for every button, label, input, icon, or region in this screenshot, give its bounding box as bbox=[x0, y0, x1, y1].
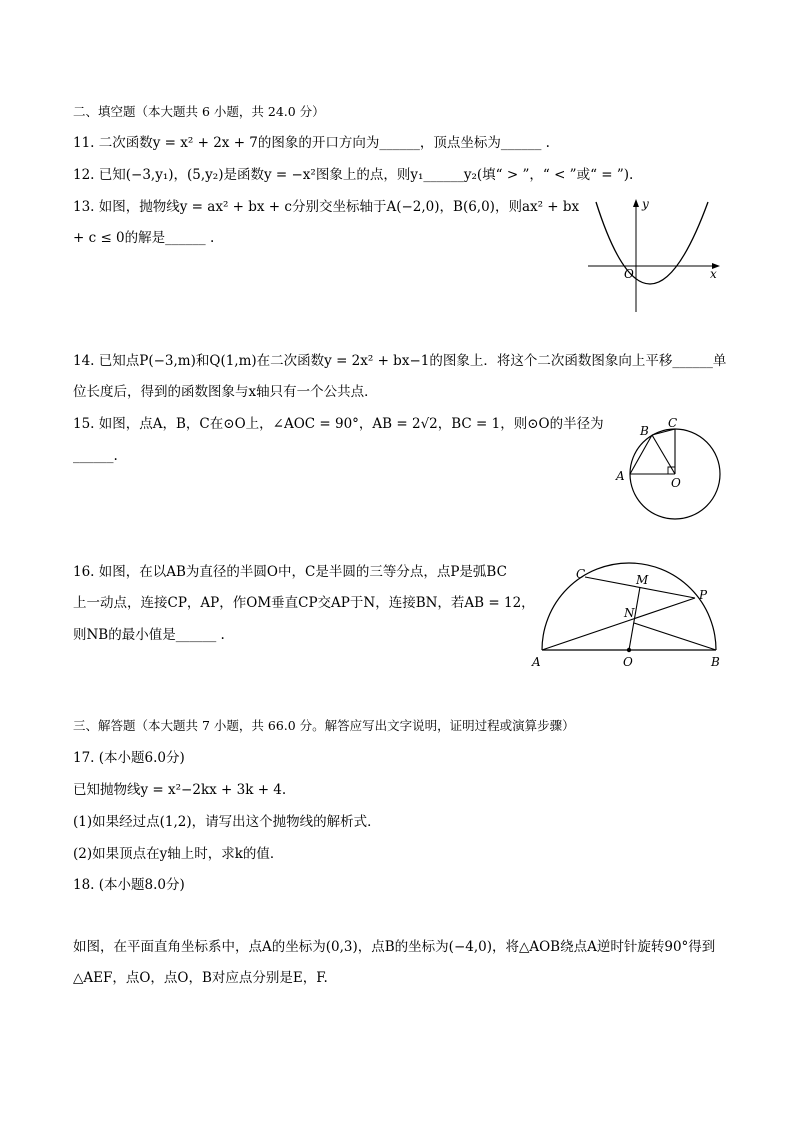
label-c: C bbox=[576, 567, 586, 581]
label-x: x bbox=[710, 267, 717, 281]
label-o: O bbox=[623, 655, 633, 669]
question-15-line-2: ______. bbox=[73, 448, 118, 464]
question-13-line-2: + c ≤ 0的解是______ . bbox=[73, 230, 215, 246]
question-17-title: 17. (本小题6.0分) bbox=[73, 750, 185, 766]
label-m: M bbox=[636, 573, 649, 587]
question-16-line-2: 上一动点，连接CP，AP，作OM垂直CP交AP于N，连接BN，若AB = 12， bbox=[73, 595, 535, 611]
question-18-line-2: △AEF，点O，点O，B对应点分别是E，F. bbox=[73, 970, 328, 986]
figure-parabola bbox=[586, 196, 726, 318]
center-dot-icon bbox=[627, 648, 631, 652]
section-heading-fill-in: 二、填空题（本大题共 6 小题，共 24.0 分） bbox=[73, 104, 325, 119]
question-18-line-1: 如图，在平面直角坐标系中，点A的坐标为(0,3)，点B的坐标为(−4,0)，将△AOB绕点A逆时针旋转90°得到 bbox=[73, 939, 716, 955]
question-11: 11. 二次函数y = x² + 2x + 7的图象的开口方向为______，顶点坐标为______ . bbox=[73, 135, 550, 151]
label-y: y bbox=[642, 197, 649, 211]
label-p: P bbox=[699, 588, 708, 602]
question-12: 12. 已知(−3,y₁)，(5,y₂)是函数y = −x²图象上的点，则y₁______y₂(填“ > ”，“ < ”或“ = ”). bbox=[73, 167, 634, 183]
y-axis-arrow-icon bbox=[633, 199, 639, 207]
label-b: B bbox=[711, 655, 720, 669]
question-17-stem: 已知抛物线y = x²−2kx + 3k + 4. bbox=[73, 782, 287, 798]
segment-ab bbox=[630, 435, 652, 474]
label-origin: O bbox=[624, 267, 634, 281]
label-o: O bbox=[671, 476, 681, 490]
parabola-curve bbox=[596, 202, 708, 284]
question-16-line-3: 则NB的最小值是______ . bbox=[73, 627, 225, 643]
question-15-line-1: 15. 如图，点A，B，C在⊙O上，∠AOC = 90°，AB = 2√2，BC = 1，则⊙O的半径为 bbox=[73, 416, 604, 432]
section-heading-answer: 三、解答题（本大题共 7 小题，共 66.0 分。解答应写出文字说明，证明过程或演算步骤） bbox=[73, 718, 575, 733]
label-a: A bbox=[616, 469, 625, 483]
question-14-line-1: 14. 已知点P(−3,m)和Q(1,m)在二次函数y = 2x² + bx−1的图象上．将这个二次函数图象向上平移______单 bbox=[73, 353, 727, 369]
label-a: A bbox=[532, 655, 541, 669]
question-14-line-2: 位长度后，得到的函数图象与x轴只有一个公共点． bbox=[73, 384, 378, 400]
label-c: C bbox=[668, 416, 678, 430]
segment-bn bbox=[634, 623, 716, 650]
segment-ap bbox=[542, 598, 695, 650]
question-18-title: 18. (本小题8.0分) bbox=[73, 877, 185, 893]
figure-semicircle bbox=[530, 560, 730, 676]
segment-bo bbox=[652, 435, 675, 474]
question-13-line-1: 13. 如图，抛物线y = ax² + bx + c分别交坐标轴于A(−2,0)，B(6,0)，则ax² + bx bbox=[73, 199, 580, 215]
question-16-line-1: 16. 如图，在以AB为直径的半圆O中，C是半圆的三等分点，点P是弧BC bbox=[73, 564, 507, 580]
label-n: N bbox=[624, 606, 635, 620]
figure-circle bbox=[610, 410, 730, 532]
question-17-part-2: (2)如果顶点在y轴上时，求k的值． bbox=[73, 846, 284, 862]
label-b: B bbox=[640, 424, 649, 438]
question-17-part-1: (1)如果经过点(1,2)，请写出这个抛物线的解析式． bbox=[73, 814, 381, 830]
